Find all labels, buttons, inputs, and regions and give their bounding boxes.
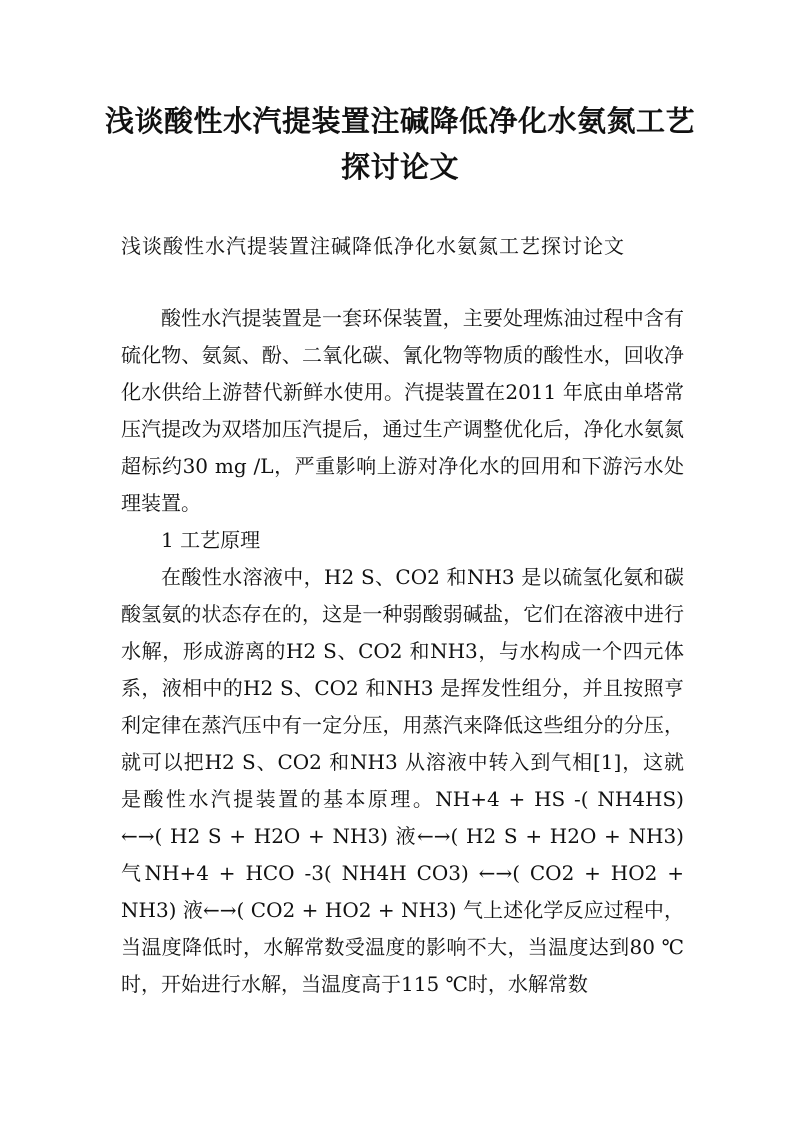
document-title: 浅谈酸性水汽提装置注碱降低净化水氨氮工艺探讨论文 xyxy=(104,104,695,184)
paragraph-principle: 在酸性水溶液中，H2 S、CO2 和NH3 是以硫氢化氨和碳酸氢氨的状态存在的，这是一种弱酸弱碱盐，它们在溶液中进行水解，形成游离的H2 S、CO2 和NH3，与水构成一个四元体系，液相中的H2 S、CO2 和NH3 是挥发性组分，并且按照亨利定律在蒸汽压中有一定分压，用蒸汽来降低这些组分的分压，就可以把H2 S、CO2 和NH3 从溶液中转入到气相[1]，这就是酸性水汽提装置的基本原理。NH+4 + HS -( NH4HS) ←→( H2 S + H2O + NH3) 液←→( H2 S + H2O + NH3) 气NH+4 + HCO -3( NH4H CO3) ←→( CO2 + HO2 + NH3) 液←→( CO2 + HO2 + NH3) 气上述化学反应过程中，当温度降低时，水解常数受温度的影响不大，当温度达到80 ℃时，开始进行水解，当温度高于115 ℃时，水解常数 xyxy=(121,565,684,996)
document-subtitle: 浅谈酸性水汽提装置注碱降低净化水氨氮工艺探讨论文 xyxy=(121,234,625,258)
paragraph-intro: 酸性水汽提装置是一套环保装置，主要处理炼油过程中含有硫化物、氨氮、酚、二氧化碳、氰化物等物质的酸性水，回收净化水供给上游替代新鲜水使用。汽提装置在2011 年底由单塔常压汽提改为双塔加压汽提后，通过生产调整优化后，净化水氨氮超标约30 mg /L，严重影响上游对净化水的回用和下游污水处理装置。 xyxy=(121,306,684,515)
document-body xyxy=(121,300,684,1003)
section-heading: 1 工艺原理 xyxy=(161,528,261,552)
